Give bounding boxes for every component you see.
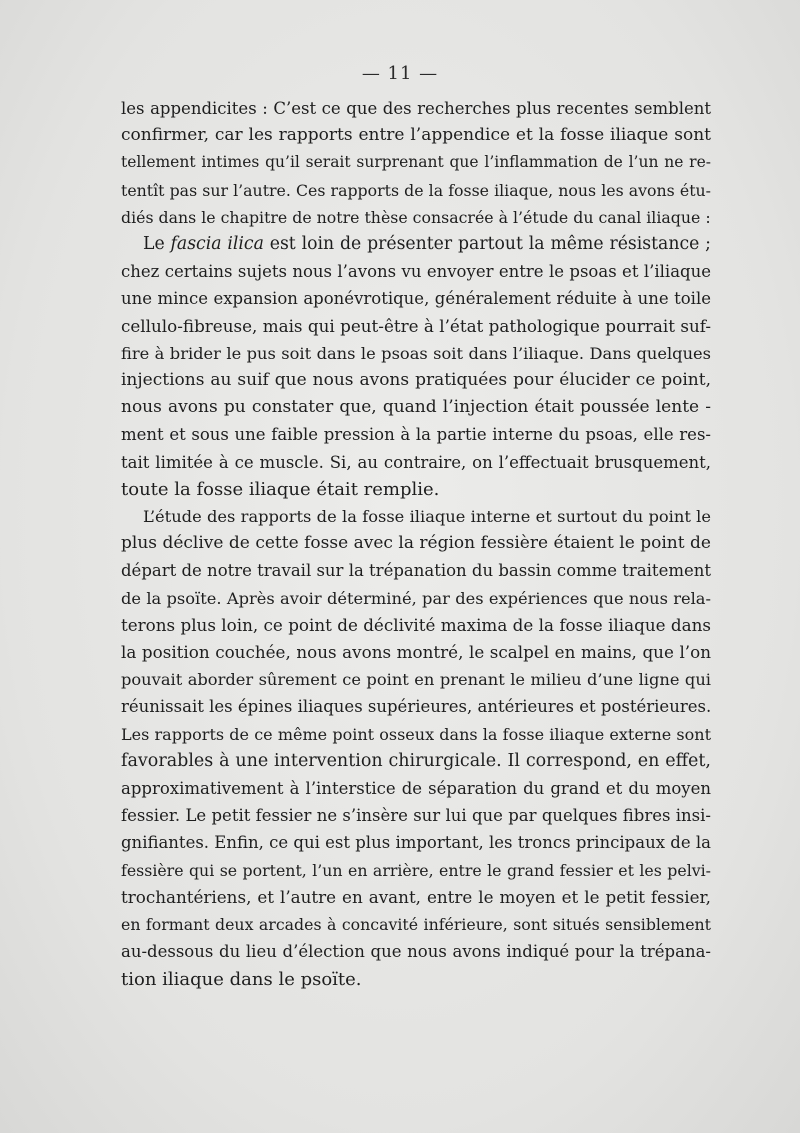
text-line: Les rapports de ce même point osseux dans la fosse iliaque externe sont bbox=[121, 724, 711, 744]
text-line: cellulo-fibreuse, mais qui peut-être à l’état pathologique pourrait suf- bbox=[121, 315, 711, 336]
text-line-with-italic bbox=[121, 231, 711, 258]
text-line: au-dessous du lieu d’élection que nous avons indiqué pour la trépana- bbox=[121, 942, 711, 962]
text-line: la position couchée, nous avons montré, le scalpel en mains, que l’on bbox=[121, 642, 711, 663]
line-suffix: est loin de présenter partout la même résistance ; bbox=[263, 234, 711, 255]
text-line: L’étude des rapports de la fosse iliaque interne et surtout du point le bbox=[143, 507, 711, 527]
page-number: — 11 — bbox=[361, 63, 439, 84]
text-line: une mince expansion aponévrotique, généralement réduite à une toile bbox=[121, 289, 711, 309]
text-line: de la psoïte. Après avoir déterminé, par des expériences que nous rela- bbox=[121, 588, 711, 608]
italic-term: fascia ilica bbox=[170, 234, 264, 255]
paragraph-2 bbox=[121, 231, 711, 503]
text-line: diés dans le chapitre de notre thèse consacrée à l’étude du canal iliaque : bbox=[121, 207, 711, 227]
paragraph-1 bbox=[121, 95, 711, 231]
text-line: favorables à une intervention chirurgicale. Il correspond, en effet, bbox=[121, 750, 711, 771]
text-line: fessière qui se portent, l’un en arrière, entre le grand fessier et les pelvi- bbox=[121, 860, 711, 880]
text-line: fessier. Le petit fessier ne s’insère sur lui que par quelques fibres insi- bbox=[121, 806, 711, 826]
text-line: tentît pas sur l’autre. Ces rapports de la fosse iliaque, nous les avons étu- bbox=[121, 180, 711, 200]
text-line: en formant deux arcades à concavité inférieure, sont situés sensiblement bbox=[121, 915, 711, 935]
text-line: tion iliaque dans le psoïte. bbox=[121, 968, 362, 990]
text-line: approximativement à l’interstice de séparation du grand et du moyen bbox=[121, 779, 711, 799]
text-line: fire à brider le pus soit dans le psoas soit dans l’iliaque. Dans quelques bbox=[121, 343, 711, 363]
text-line: ment et sous une faible pression à la partie interne du psoas, elle res- bbox=[121, 425, 711, 445]
text-line: nous avons pu constater que, quand l’injection était poussée lente - bbox=[121, 397, 711, 418]
text-line: pouvait aborder sûrement ce point en prenant le milieu d’une ligne qui bbox=[121, 670, 711, 690]
text-line: injections au suif que nous avons pratiquées pour élucider ce point, bbox=[121, 370, 711, 391]
text-line: toute la fosse iliaque était remplie. bbox=[121, 478, 440, 500]
line-prefix: Le bbox=[143, 234, 171, 255]
text-line: tellement intimes qu’il serait surprenant que l’inflammation de l’un ne re- bbox=[121, 153, 711, 172]
text-line: tait limitée à ce muscle. Si, au contraire, on l’effectuait brusquement, bbox=[121, 452, 711, 472]
text-line: trochantériens, et l’autre en avant, entre le moyen et le petit fessier, bbox=[121, 886, 711, 907]
text-line: gnifiantes. Enfin, ce qui est plus important, les troncs principaux de la bbox=[121, 833, 711, 853]
text-line: les appendicites : C’est ce que des recherches plus recentes semblent bbox=[121, 99, 711, 118]
text-line: confirmer, car les rapports entre l’appendice et la fosse iliaque sont bbox=[121, 125, 711, 146]
text-line: chez certains sujets nous l’avons vu envoyer entre le psoas et l’iliaque bbox=[121, 262, 711, 282]
text-line: réunissait les épines iliaques supérieures, antérieures et postérieures. bbox=[121, 697, 712, 717]
paragraph-3 bbox=[121, 503, 711, 993]
body-text bbox=[121, 95, 711, 993]
text-line: plus déclive de cette fosse avec la région fessière étaient le point de bbox=[121, 533, 711, 554]
text-line: départ de notre travail sur la trépanation du bassin comme traitement bbox=[121, 561, 711, 581]
text-line: terons plus loin, ce point de déclivité maxima de la fosse iliaque dans bbox=[121, 614, 711, 635]
